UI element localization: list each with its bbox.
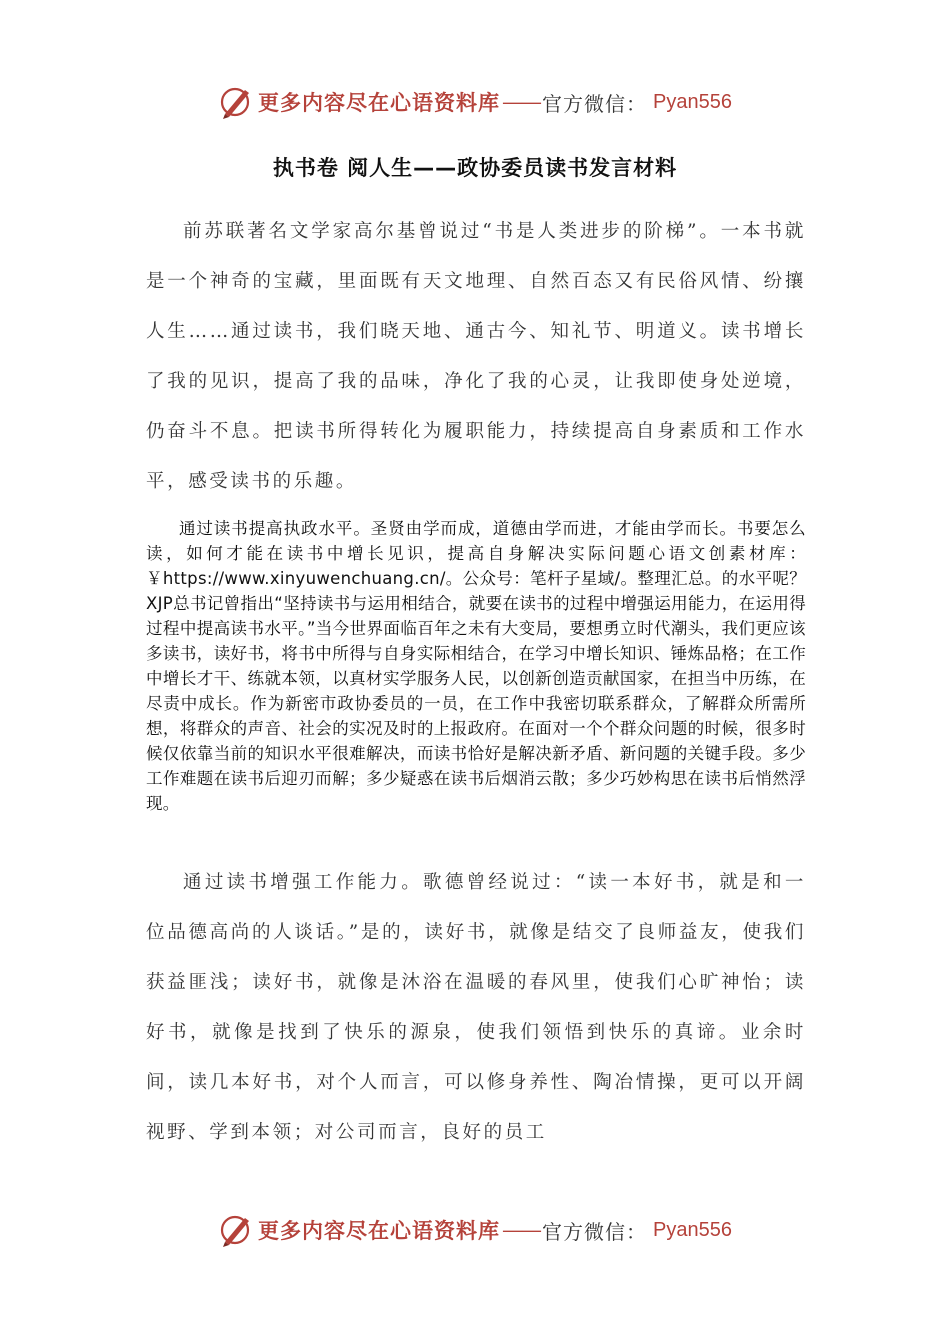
document-title: 执书卷 阅人生——政协委员读书发言材料 [272,156,678,180]
pen-logo-icon [218,1212,254,1248]
header-banner [0,80,950,124]
footer-dash: —— [502,1218,541,1242]
header-dash: —— [502,90,541,114]
paragraph-work-ability: 通过读书增强工作能力。歌德曾经说过：“读一本好书，就是和一位品德高尚的人谈话。”是的，读好书，就像是结交了良师益友，使我们获益匪浅；读好书，就像是沐浴在温暖的春风里，使我们心旷神怡；读好书，就像是找到了快乐的源泉，使我们领悟到快乐的真谛。业余时间，读几本好书，对个人而言，可以修身养性、陶冶情操，更可以开阔视野、学到本领；对公司而言，良好的员工 [146,872,806,1143]
header-official-label: 官方微信： [542,91,648,116]
footer-banner [0,1208,950,1252]
pen-logo-icon [218,84,254,120]
footer-brand-text: 更多内容尽在心语资料库 [258,1218,501,1243]
header-wechat-id: Pyan556 [653,90,732,113]
footer-official-label: 官方微信： [542,1219,648,1244]
header-brand-text: 更多内容尽在心语资料库 [258,90,501,115]
paragraph-governance: 通过读书提高执政水平。圣贤由学而成，道德由学而进，才能由学而长。书要怎么读，如何才能在读书中增长见识，提高自身解决实际问题心语文创素材库：￥https://www.xinyuwenchuang.cn/。公众号：笔杆子星域/。整理汇总。的水平呢？XJP总书记曾指出“坚持读书与运用相结合，就要在读书的过程中增强运用能力，在运用得过程中提高读书水平。”当今世界面临百年之未有大变局，要想勇立时代潮头，我们更应该多读书，读好书，将书中所得与自身实际相结合，在学习中增长知识、锤炼品格；在工作中增长才干、练就本领，以真材实学服务人民，以创新创造贡献国家，在担当中历练，在尽责中成长。作为新密市政协委员的一员，在工作中我密切联系群众，了解群众所需所想，将群众的声音、社会的实况及时的上报政府。在面对一个个群众问题的时候，很多时候仅依靠当前的知识水平很难解决，而读书恰好是解决新矛盾、新问题的关键手段。多少工作难题在读书后迎刃而解；多少疑惑在读书后烟消云散；多少巧妙构思在读书后悄然浮现。 [146,519,806,813]
footer-wechat-id: Pyan556 [653,1218,732,1241]
paragraph-intro: 前苏联著名文学家高尔基曾说过“书是人类进步的阶梯”。一本书就是一个神奇的宝藏，里面既有天文地理、自然百态又有民俗风情、纷攘人生……通过读书，我们晓天地、通古今、知礼节、明道义。读书增长了我的见识，提高了我的品味，净化了我的心灵，让我即使身处逆境，仍奋斗不息。把读书所得转化为履职能力，持续提高自身素质和工作水平，感受读书的乐趣。 [146,221,806,492]
